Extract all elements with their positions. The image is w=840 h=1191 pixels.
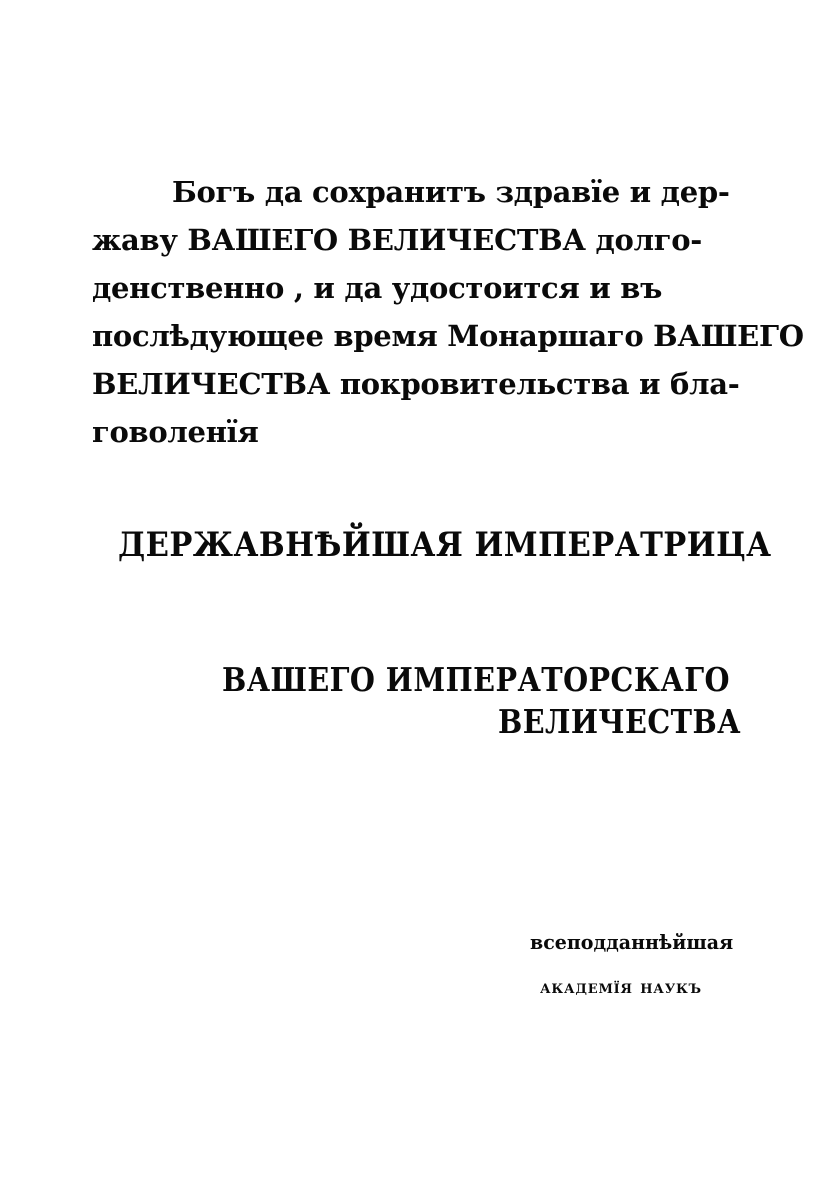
- signature-line-1: всеподданнѣйшая: [530, 930, 734, 954]
- paragraph-line-5: ВЕЛИЧЕСТВА покровительства и бла-: [92, 367, 740, 401]
- paragraph-line-3: денственно , и да удостоится и въ: [92, 271, 663, 305]
- signature-line-2: академїя наукъ: [540, 976, 702, 998]
- paragraph-line-6: говоленїя: [92, 415, 259, 449]
- paragraph-line-4: послѣдующее время Монаршаго ВАШЕГО: [92, 319, 804, 353]
- paragraph-line-1: Богъ да сохранитъ здравїе и дер-: [172, 175, 730, 209]
- address-heading-empress: ДЕРЖАВНѢЙШАЯ ИМПЕРАТРИЦА: [118, 525, 772, 565]
- dedication-paragraph: [92, 168, 804, 456]
- paragraph-line-2: жаву ВАШЕГО ВЕЛИЧЕСТВА долго-: [92, 223, 702, 257]
- closing-heading-line-1: ВАШЕГО ИМПЕРАТОРСКАГО: [222, 660, 730, 699]
- closing-heading-line-2: ВЕЛИЧЕСТВА: [498, 702, 741, 741]
